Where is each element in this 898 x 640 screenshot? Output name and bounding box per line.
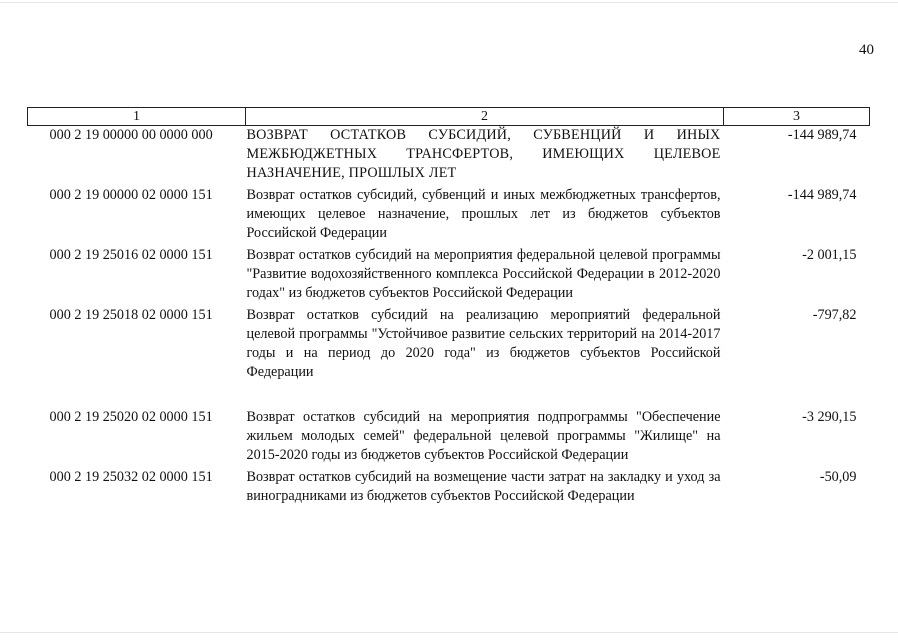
row-name: Возврат остатков субсидий на возмещение части затрат на закладку и уход за виноградниками из бюджетов субъектов Российской Федерации	[246, 469, 721, 504]
row-name: ВОЗВРАТ ОСТАТКОВ СУБСИДИЙ, СУБВЕНЦИЙ И ИНЫХ МЕЖБЮДЖЕТНЫХ ТРАНСФЕРТОВ, ИМЕЮЩИХ ЦЕЛЕВОЕ НАЗНАЧЕНИЕ, ПРОШЛЫХ ЛЕТ	[246, 127, 721, 181]
row-name: Возврат остатков субсидий на мероприятия подпрограммы "Обеспечение жильем молодых семей" федеральной целевой программы "Жилище" на 2015-2020 годы из бюджетов субъектов Российской Федерации	[246, 409, 721, 463]
row-code: 000 2 19 00000 02 0000 151	[49, 187, 213, 203]
table-row	[28, 468, 870, 506]
row-sum: -144 989,74	[787, 127, 857, 143]
row-name: Возврат остатков субсидий на реализацию мероприятий федеральной целевой программы "Устойчивое развитие сельских территорий на 2014-2017 годы и на период до 2020 года" из бюджетов субъектов Российской Федерации	[246, 307, 721, 380]
row-code: 000 2 19 00000 00 0000 000	[49, 127, 213, 143]
row-code: 000 2 19 25016 02 0000 151	[49, 247, 213, 263]
row-code: 000 2 19 25020 02 0000 151	[49, 409, 213, 425]
row-sum: -144 989,74	[787, 187, 857, 203]
table-row	[28, 408, 870, 468]
row-sum: -797,82	[812, 307, 857, 323]
row-sum: -2 001,15	[802, 247, 857, 263]
scan-edge-top	[0, 2, 898, 3]
column-header-sum: 3	[724, 108, 870, 126]
table-header-row	[28, 108, 870, 126]
table-row	[28, 126, 870, 187]
column-header-name: 2	[246, 108, 724, 126]
table-row	[28, 246, 870, 306]
table-row	[28, 186, 870, 246]
row-sum: -50,09	[819, 469, 857, 485]
budget-table	[27, 107, 870, 506]
row-sum: -3 290,15	[802, 409, 857, 425]
column-header-code: 1	[28, 108, 246, 126]
scan-edge-bottom	[0, 632, 898, 633]
row-name: Возврат остатков субсидий, субвенций и иных межбюджетных трансфертов, имеющих целевое назначение, прошлых лет из бюджетов субъектов Российской Федерации	[246, 187, 721, 241]
row-code: 000 2 19 25032 02 0000 151	[49, 469, 213, 485]
page-number: 40	[859, 42, 874, 58]
row-name: Возврат остатков субсидий на мероприятия федеральной целевой программы "Развитие водохозяйственного комплекса Российской Федерации в 2012-2020 годах" из бюджетов субъектов Российской Федерации	[246, 247, 721, 301]
row-code: 000 2 19 25018 02 0000 151	[49, 307, 213, 323]
table-row	[28, 306, 870, 408]
